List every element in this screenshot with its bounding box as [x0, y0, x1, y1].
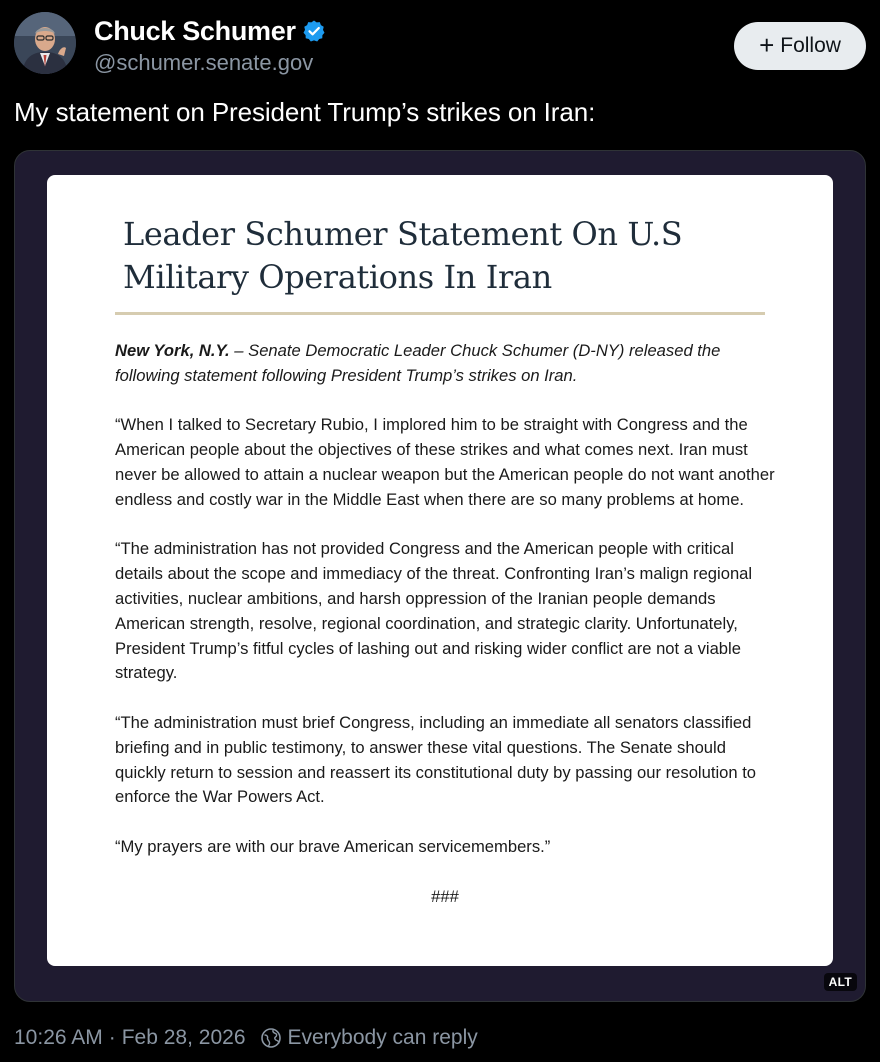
author-block	[94, 14, 326, 76]
statement-paragraph: “The administration has not provided Congress and the American people with critical details about the scope and immediacy of the threat. Confronting Iran’s malign regional activities, nuclear ambitions, and harsh oppression of the Iranian people demands American strength, resolve, regional coordination, and strategic clarity. Unfortunately, President Trump’s fitful cycles of lashing out and risking wider conflict are not a viable strategy.	[115, 539, 753, 683]
post-text: My statement on President Trump’s strikes on Iran:	[14, 97, 596, 127]
avatar[interactable]	[14, 12, 76, 74]
post-header	[14, 12, 866, 76]
statement-paragraph: “My prayers are with our brave American servicemembers.”	[115, 836, 551, 856]
author-handle[interactable]: @schumer.senate.gov	[94, 50, 314, 75]
post-date[interactable]: Feb 28, 2026	[121, 1026, 246, 1049]
meta-separator: ·	[108, 1026, 116, 1049]
display-name[interactable]: Chuck Schumer	[94, 15, 296, 46]
document-body	[115, 339, 775, 909]
plus-icon: +	[759, 30, 775, 60]
post-time[interactable]: 10:26 AM	[14, 1026, 103, 1049]
follow-button-label: Follow	[780, 34, 841, 57]
intro-text: – Senate Democratic Leader Chuck Schumer (D-NY) released the following statement following President Trump’s strikes on Iran.	[115, 341, 721, 385]
alt-text-badge[interactable]: ALT	[824, 973, 857, 991]
statement-paragraph: “When I talked to Secretary Rubio, I implored him to be straight with Congress and the American people about the objectives of these strikes and what comes next. Iran must never be allowed to attain a nuclear weapon but the American people do not want another endless and costly war in the Middle East when there are so many problems at home.	[115, 415, 775, 509]
document-intro	[115, 339, 775, 389]
post-meta	[14, 1022, 478, 1054]
end-mark: ###	[431, 886, 459, 906]
avatar-portrait-icon	[14, 12, 76, 74]
globe-icon	[260, 1027, 282, 1049]
reply-setting[interactable]: Everybody can reply	[287, 1026, 478, 1049]
title-divider	[115, 312, 765, 315]
dateline: New York, N.Y.	[115, 341, 230, 360]
verified-badge-icon[interactable]	[302, 19, 326, 43]
statement-paragraph: “The administration must brief Congress, including an immediate all senators classified briefing and in public testimony, to answer these vital questions. The Senate should quickly return to session and reassert its constitutional duty by passing our resolution to enforce the War Powers Act.	[115, 712, 757, 807]
statement-document	[47, 175, 833, 966]
media-attachment[interactable]	[14, 150, 866, 1002]
name-row	[94, 14, 326, 48]
document-title: Leader Schumer Statement On U.S Military Operations In Iran	[123, 215, 683, 296]
follow-button[interactable]	[734, 22, 866, 70]
